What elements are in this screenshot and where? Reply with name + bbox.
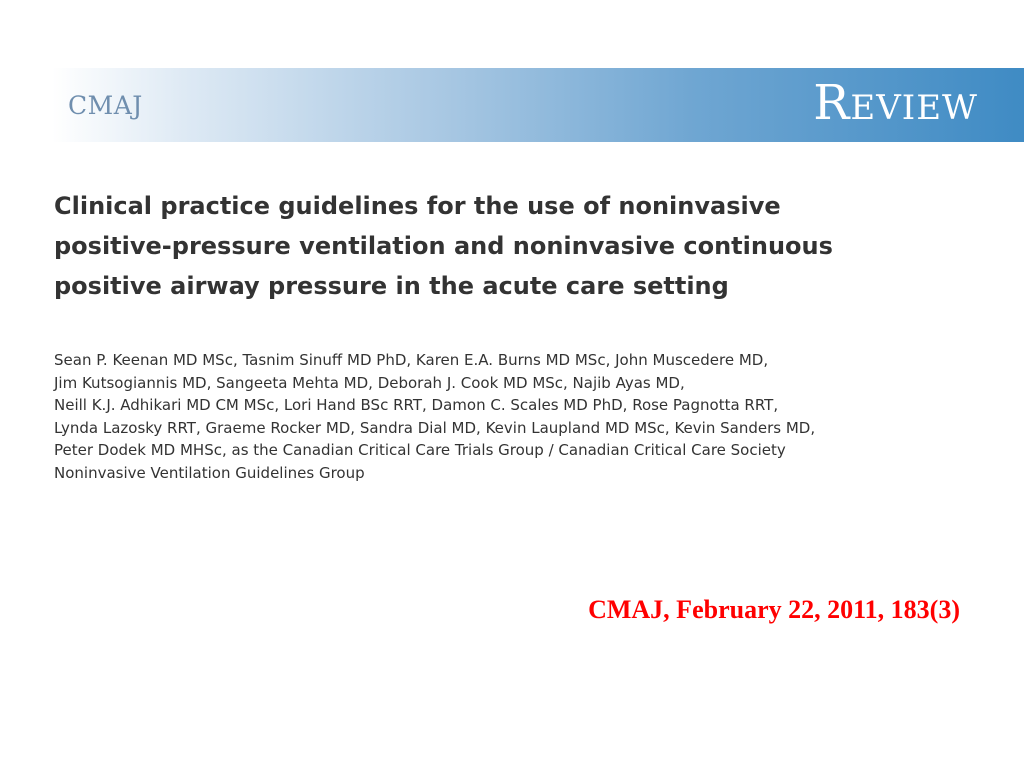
title-line: Clinical practice guidelines for the use of noninvasive (54, 192, 781, 220)
author-line: Noninvasive Ventilation Guidelines Group (54, 463, 365, 482)
section-label: Review (813, 75, 978, 131)
journal-banner (52, 68, 1024, 142)
citation: CMAJ, February 22, 2011, 183(3) (588, 595, 960, 624)
author-list (54, 349, 984, 484)
title-line: positive-pressure ventilation and noninvasive continuous (54, 232, 833, 260)
author-line: Jim Kutsogiannis MD, Sangeeta Mehta MD, Deborah J. Cook MD MSc, Najib Ayas MD, (54, 373, 685, 392)
author-line: Neill K.J. Adhikari MD CM MSc, Lori Hand BSc RRT, Damon C. Scales MD PhD, Rose Pagnotta RRT, (54, 396, 779, 414)
author-line: Lynda Lazosky RRT, Graeme Rocker MD, Sandra Dial MD, Kevin Laupland MD MSc, Kevin Sanders MD, (54, 418, 816, 437)
author-line: Sean P. Keenan MD MSc, Tasnim Sinuff MD PhD, Karen E.A. Burns MD MSc, John Muscedere MD, (54, 351, 769, 369)
article-title (54, 186, 994, 306)
author-line: Peter Dodek MD MHSc, as the Canadian Critical Care Trials Group / Canadian Critical Care Society (54, 441, 786, 459)
journal-logo: CMAJ (68, 91, 143, 120)
title-line: positive airway pressure in the acute care setting (54, 272, 729, 300)
